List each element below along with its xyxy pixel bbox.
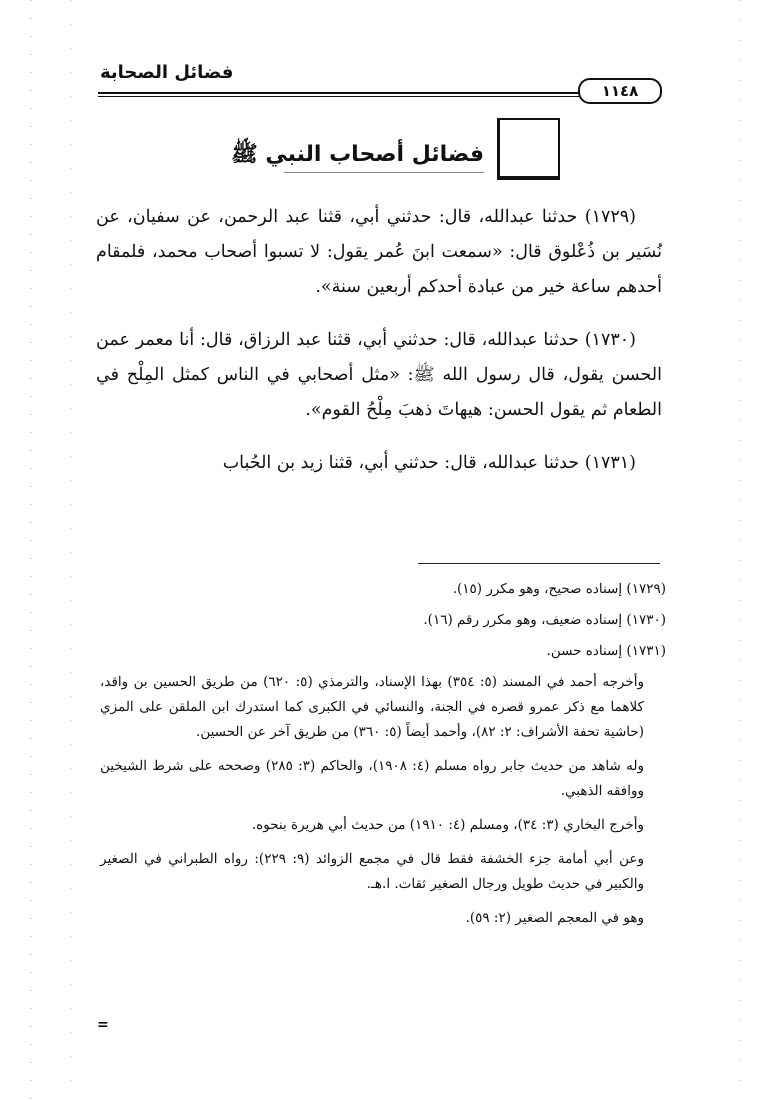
footnote-detail: وعن أبي أمامة جزء الخشفة فقط قال في مجمع الزوائد (٩: ٢٢٩): رواه الطبراني في الصغير والكبير في حديث طويل ورجال الصغير ثقات. ا.هـ. [100,851,644,892]
hadith-paragraph [96,323,662,428]
footnote-number: (١٧٣٠) [626,612,666,628]
page-number: ١١٤٨ [578,78,662,104]
footnote-number: (١٧٢٩) [626,581,666,597]
footnote [100,608,666,632]
footnote-detail: وهو في المعجم الصغير (٢: ٥٩). [465,910,644,926]
header-rule-thin [98,96,660,97]
header-rule [98,92,660,94]
footnote [100,577,666,601]
footnote-number: (١٧٣١) [626,643,666,659]
footnote-text: إسناده حسن. [546,643,623,659]
hadith-paragraph [96,200,662,305]
heading-ornament-box [497,118,560,180]
hadith-text: حدثنا عبدالله، قال: حدثني أبي، قثنا عبد الرحمن، عن سفيان، عن نُسَير بن ذُعْلوق قال: «سمعت ابنَ عُمر يقول: لا تسبوا أصحاب محمد، فلمقام أحدهم ساعة خير من عبادة أحدكم أربعين سنة». [96,207,662,297]
scan-noise-left-inner [70,0,72,1100]
scan-noise-right [739,0,741,1100]
footnote-detail: وله شاهد من حديث جابر رواه مسلم (٤: ١٩٠٨)، والحاكم (٣: ٢٨٥) وصححه على شرط الشيخين ووافقه الذهبي. [100,758,644,799]
main-text [96,200,662,499]
hadith-text: حدثنا عبدالله، قال: حدثني أبي، قثنا زيد بن الحُباب [222,453,580,473]
footnote-text: إسناده صحيح، وهو مكرر (١٥). [452,581,623,597]
footnote [100,639,666,663]
running-title: فضائل الصحابة [100,62,234,83]
footnote-detail: وأخرجه أحمد في المسند (٥: ٣٥٤) بهذا الإسناد، والترمذي (٥: ٦٢٠) من طريق الحسين بن واقد، كلاهما مع ذكر عمرو قصره في الجنة، والنسائي في الكبرى كما استدرك ابن الملقن على المزي (حاشية تحفة الأشراف: ٢: ٨٢)، وأحمد أيضاً (٥: ٣٦٠) من طريق آخر عن الحسين. [100,674,644,740]
hadith-text: حدثنا عبدالله، قال: حدثني أبي، قثنا عبد الرزاق، قال: أنا معمر عمن الحسن يقول، قال رسول الله ﷺ: «مثل أصحابي في الناس كمثل المِلْح في الطعام ثم يقول الحسن: هيهاتَ ذهبَ مِلْحُ القوم». [96,330,662,420]
footnote-separator [418,563,660,564]
page-end-mark: = [97,1017,109,1033]
chapter-heading-row [231,118,560,178]
chapter-heading: فضائل أصحاب النبي ﷺ [231,142,484,167]
footnotes [100,572,666,940]
hadith-number: (١٧٣٠) [584,330,636,350]
scan-noise-left [30,0,32,1100]
hadith-number: (١٧٣١) [584,453,636,473]
footnote-detail: وأخرج البخاري (٣: ٣٤)، ومسلم (٤: ١٩١٠) من حديث أبي هريرة بنحوه. [251,817,644,833]
heading-underline [284,172,484,173]
footnote-text: إسناده ضعيف، وهو مكرر رقم (١٦). [423,612,623,628]
hadith-paragraph [96,446,662,481]
hadith-number: (١٧٢٩) [584,207,636,227]
